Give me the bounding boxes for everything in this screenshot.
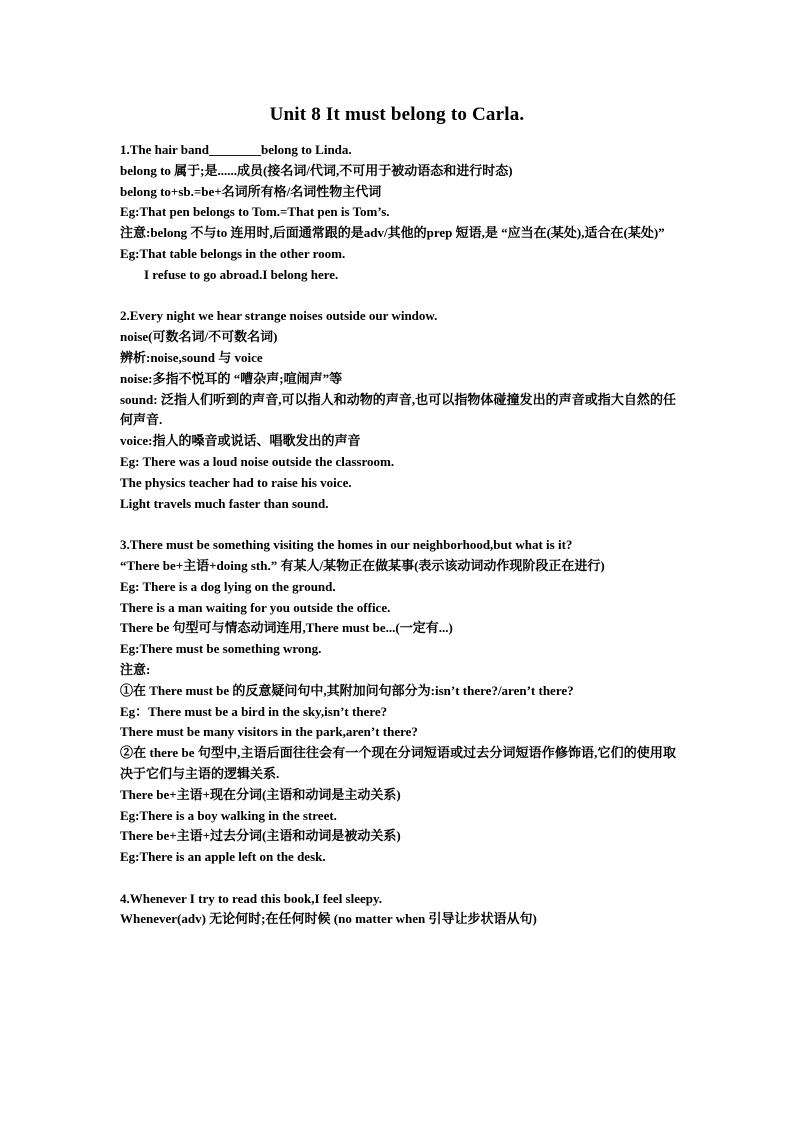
spacer	[120, 286, 676, 307]
text-line: Eg:There is an apple left on the desk.	[120, 849, 326, 865]
text-line: Eg: There is a dog lying on the ground.	[120, 578, 336, 594]
section-4	[120, 889, 676, 931]
text-line: ①在 There must be 的反意疑问句中,其附加问句部分为:isn’t there?/aren’t there?	[120, 682, 574, 698]
text-line: There be 句型可与情态动词连用,There must be...(一定有...)	[120, 620, 453, 636]
text-line: 1.The hair band________belong to Linda.	[120, 142, 352, 157]
text-line: noise:多指不悦耳的 “嘈杂声;喧闹声”等	[120, 370, 343, 386]
section-1	[120, 140, 676, 286]
text-line: The physics teacher had to raise his voice.	[120, 474, 352, 490]
text-line: Eg:That table belongs in the other room.	[120, 245, 346, 261]
text-line: Eg:There must be something wrong.	[120, 641, 322, 657]
text-line: Eg: There was a loud noise outside the classroom.	[120, 453, 395, 469]
text-line: Eg:That pen belongs to Tom.=That pen is Tom’s.	[120, 204, 390, 220]
document-body	[120, 140, 676, 930]
text-line: 3.There must be something visiting the homes in our neighborhood,but what is it?	[120, 537, 573, 553]
text-line: There must be many visitors in the park,aren’t there?	[120, 724, 418, 740]
text-line: 4.Whenever I try to read this book,I feel sleepy.	[120, 890, 383, 906]
text-line: sound: 泛指人们听到的声音,可以指人和动物的声音,也可以指物体碰撞发出的声音或指大自然的任何声音.	[120, 391, 676, 428]
text-line: ②在 there be 句型中,主语后面往往会有一个现在分词短语或过去分词短语作修饰语,它们的使用取决于它们与主语的逻辑关系.	[120, 745, 676, 781]
text-line: 2.Every night we hear strange noises outside our window.	[120, 308, 438, 324]
text-line: Whenever(adv) 无论何时;在任何时候 (no matter when 引导让步状语从句)	[120, 911, 537, 927]
section-3	[120, 535, 676, 868]
spacer	[120, 514, 676, 535]
text-line: belong to+sb.=be+名词所有格/名词性物主代词	[120, 183, 382, 199]
text-line: “There be+主语+doing sth.” 有某人/某物正在做某事(表示该动词动作现阶段正在进行)	[120, 557, 605, 573]
text-line: noise(可数名词/不可数名词)	[120, 329, 278, 345]
text-line: I refuse to go abroad.I belong here.	[144, 266, 339, 282]
text-line: voice:指人的嗓音或说话、唱歌发出的声音	[120, 433, 361, 449]
text-line: There be+主语+过去分词(主语和动词是被动关系)	[120, 828, 401, 844]
section-2	[120, 306, 676, 514]
text-line: 辨析:noise,sound 与 voice	[120, 349, 263, 365]
text-line: Eg：There must be a bird in the sky,isn’t there?	[120, 703, 388, 719]
text-line: Eg:There is a boy walking in the street.	[120, 807, 337, 823]
text-line: 注意:	[120, 661, 151, 677]
text-line: Light travels much faster than sound.	[120, 495, 329, 511]
text-line: There is a man waiting for you outside the office.	[120, 599, 391, 615]
text-line: 注意:belong 不与to 连用时,后面通常跟的是adv/其他的prep 短语,是 “应当在(某处),适合在(某处)”	[120, 225, 665, 241]
text-line: belong to 属于;是......成员(接名词/代词,不可用于被动语态和进行时态)	[120, 162, 513, 178]
text-line: There be+主语+现在分词(主语和动词是主动关系)	[120, 786, 401, 802]
document-title: Unit 8 It must belong to Carla.	[269, 104, 525, 125]
spacer	[120, 868, 676, 889]
